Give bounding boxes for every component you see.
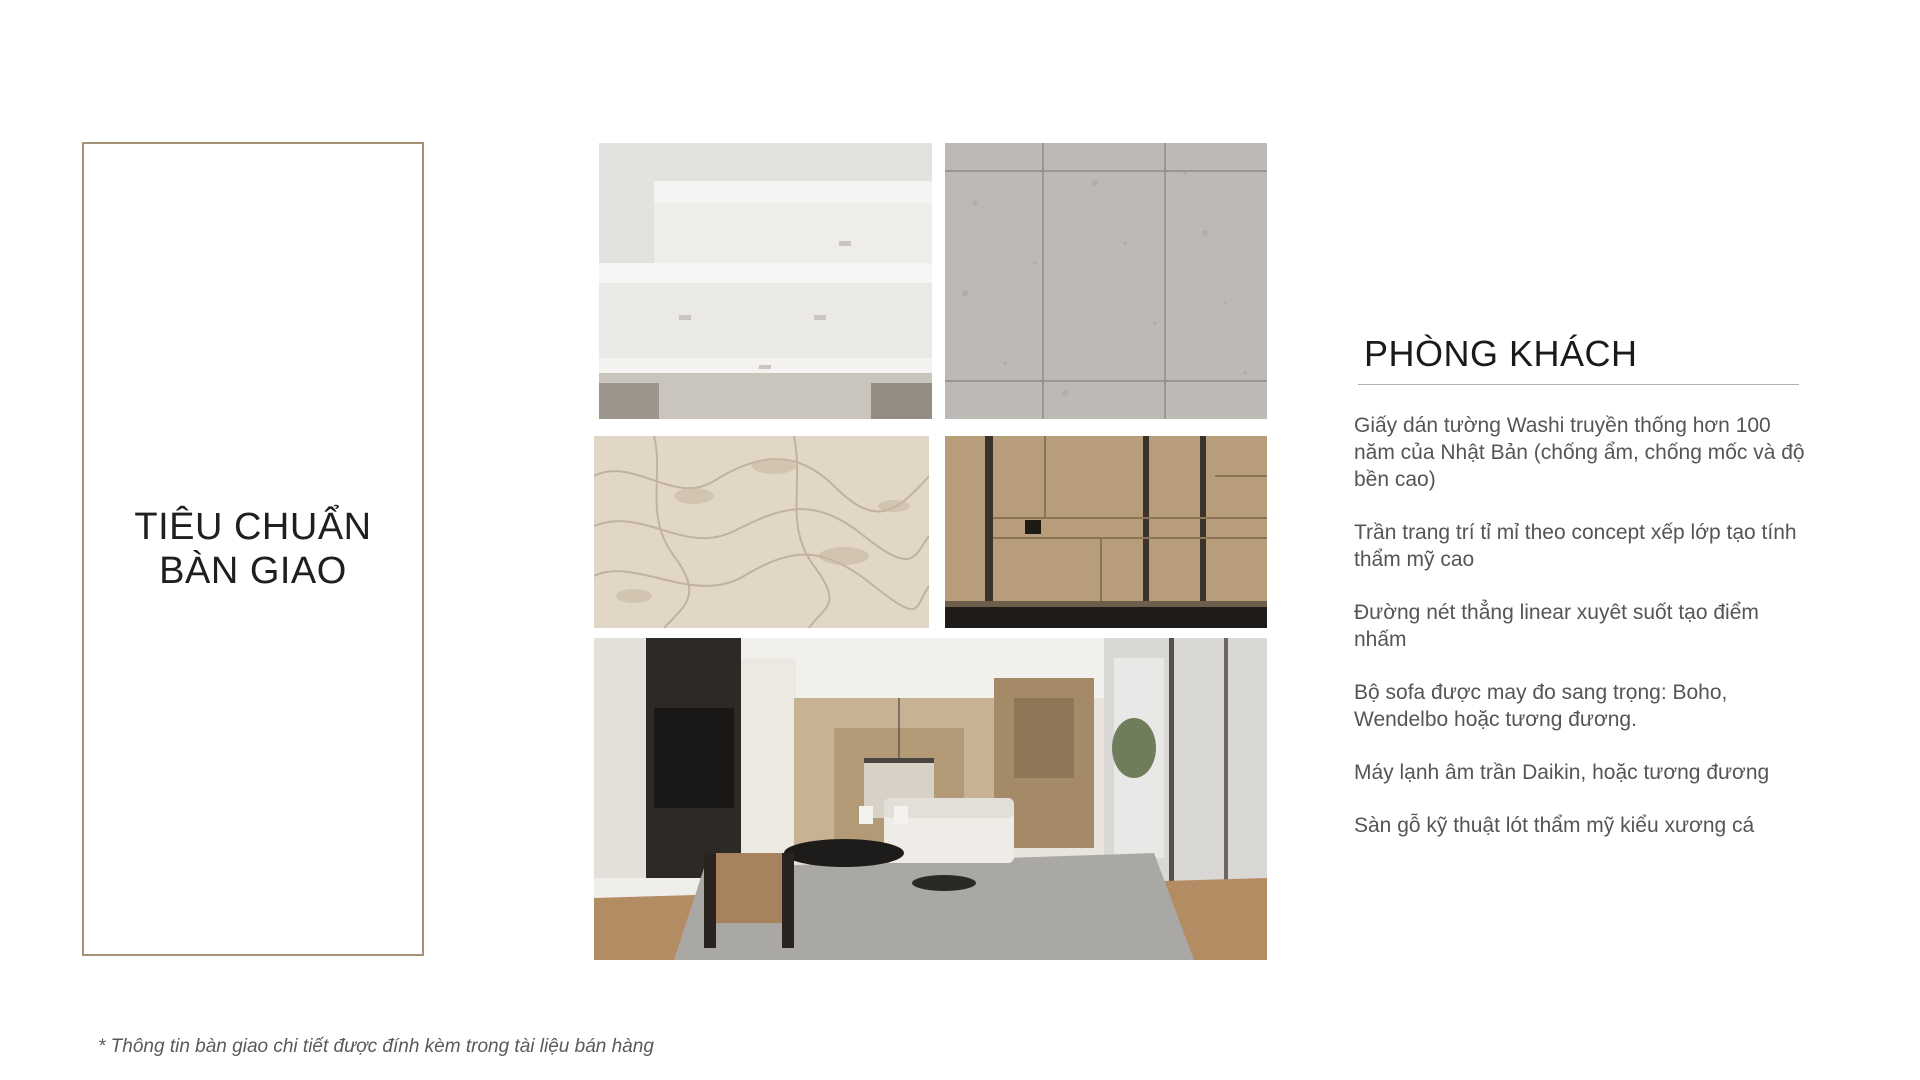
title-line-1: TIÊU CHUẨN xyxy=(134,506,372,548)
feature-item: Máy lạnh âm trần Daikin, hoặc tương đương xyxy=(1354,761,1770,784)
footnote: * Thông tin bàn giao chi tiết được đính kèm trong tài liệu bán hàng xyxy=(98,1036,654,1057)
stone-tile-photo xyxy=(945,143,1267,419)
handover-standard-title xyxy=(134,505,371,593)
feature-item: Sàn gỗ kỹ thuật lót thẩm mỹ kiểu xương cá xyxy=(1354,814,1755,837)
ceiling-photo xyxy=(599,143,932,419)
section-title: PHÒNG KHÁCH xyxy=(1364,333,1638,374)
title-frame xyxy=(82,142,424,956)
feature-item: Giấy dán tường Washi truyền thống hơn 100 năm của Nhật Bản (chống ẩm, chống mốc và độ bền cao) xyxy=(1354,414,1805,491)
feature-item: Đường nét thẳng linear xuyêt suốt tạo điểm nhấm xyxy=(1354,601,1759,651)
wall-panel-photo xyxy=(945,436,1267,628)
feature-item: Bộ sofa được may đo sang trọng: Boho, Wendelbo hoặc tương đương. xyxy=(1354,681,1728,731)
title-line-2: BÀN GIAO xyxy=(159,550,347,592)
feature-item: Trần trang trí tỉ mỉ theo concept xếp lớp tạo tính thẩm mỹ cao xyxy=(1354,521,1797,571)
title-divider xyxy=(1358,384,1799,385)
washi-wallpaper-photo xyxy=(594,436,929,628)
feature-list xyxy=(1354,412,1814,865)
living-room-photo xyxy=(594,638,1267,960)
